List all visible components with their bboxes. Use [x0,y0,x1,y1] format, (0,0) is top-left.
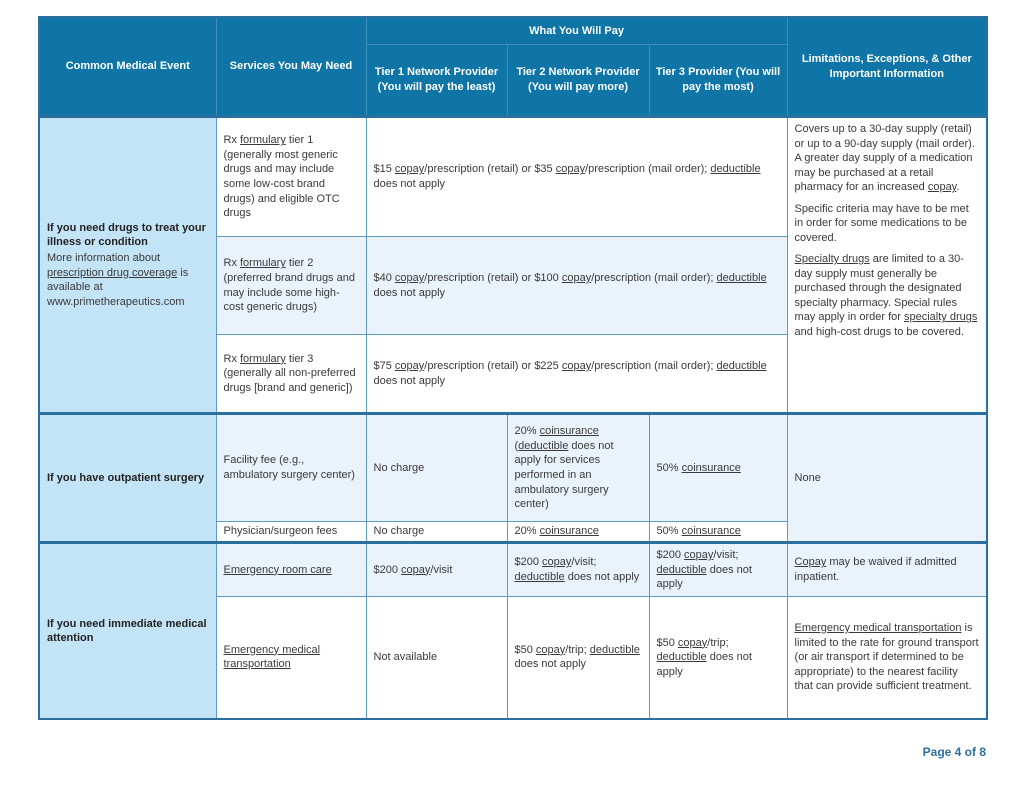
text-segment: does not apply [373,374,446,387]
glossary-term-link[interactable]: copay [684,549,714,561]
text-segment: is limited to the rate for ground transport (or air transport if determined to be appropriate) to the nearest facility that can provide sufficient treatment. [794,622,979,693]
header-what-you-will-pay: What You Will Pay [366,17,787,45]
glossary-term-link[interactable]: specialty drugs [903,311,978,324]
text-segment: . [956,181,960,194]
glossary-term-link[interactable]: copay [535,643,566,656]
text-segment: $200 [514,556,543,569]
text-segment: are limited to a 30-day supply must generally be purchased through the designated specialty pharmacy. Special rules may apply in order for [794,253,964,324]
text-segment: Facility fee (e.g., ambulatory surgery center) [223,454,355,481]
text-segment: /trip; [565,643,590,656]
glossary-term-link[interactable]: deductible [710,163,761,176]
event-cell-drugs [39,117,216,414]
glossary-term-link[interactable]: deductible [656,563,707,576]
text-segment: More information about [47,251,161,264]
header-tier2-provider: Tier 2 Network Provider (You will pay more) [507,45,649,117]
text-segment: does not apply for services performed in an ambulatory surgery center) [514,439,614,511]
text-segment: tier 2 (preferred brand drugs and may include some high-cost generic drugs) [223,257,355,314]
text-segment: Not available [373,651,438,664]
pay-cell-facility-fee-tier3 [649,414,787,522]
glossary-term-link[interactable]: copay [677,636,708,649]
glossary-term-link[interactable]: Specialty drugs [794,253,870,266]
text-segment: Rx [223,257,240,270]
glossary-term-link[interactable]: deductible [514,570,565,583]
text-segment: Rx [223,134,240,147]
limitations-cell-emergency-room-care [787,543,987,597]
text-segment: $15 [373,163,395,176]
header-tier3-provider: Tier 3 Provider (You will pay the most) [649,45,787,117]
header-services-you-may-need: Services You May Need [216,17,366,117]
pay-cell-er-tier3 [649,543,787,597]
glossary-term-link[interactable]: Emergency medical transportation [223,643,321,671]
limitation-paragraph [795,471,980,486]
text-segment: 20% [514,525,540,538]
event-note-drugs [47,251,209,309]
text-segment: and high-cost drugs to be covered. [794,325,964,338]
service-cell-emergency-room-care [216,543,366,597]
text-segment: Rx [223,352,240,365]
text-segment: $200 [656,549,685,561]
text-segment: does not apply [656,563,752,591]
glossary-term-link[interactable]: copay [555,163,586,176]
event-title-immediate-medical-attention: If you need immediate medical attention [47,617,207,645]
pay-cell-physician-fees-tier3 [649,522,787,543]
glossary-term-link[interactable]: copay [394,271,425,284]
pay-cell-er-tier2 [507,543,649,597]
pay-cell-facility-fee-tier1 [366,414,507,522]
text-segment: No charge [373,461,425,474]
pay-cell-rx-tier3 [366,335,787,414]
section-immediate-medical-attention [39,543,987,720]
text-segment: does not apply [373,286,446,299]
glossary-term-link[interactable]: copay [561,359,592,372]
text-segment: tier 1 (generally most generic drugs and may include some low-cost brand drugs) and eligible OTC drugs [223,134,340,220]
text-segment: 50% [656,525,682,538]
text-segment: /prescription (retail) or $100 [424,271,562,284]
glossary-term-link[interactable]: formulary [240,352,286,365]
section-outpatient-surgery [39,414,987,543]
event-cell-outpatient-surgery [39,414,216,543]
text-segment: /prescription (mail order); [591,359,717,372]
glossary-term-link[interactable]: Emergency room care [223,563,332,576]
glossary-term-link[interactable]: deductible [589,643,640,656]
glossary-term-link[interactable]: copay [927,181,957,194]
text-segment: $40 [373,271,395,284]
service-cell-facility-fee [216,414,366,522]
text-segment: tier 3 (generally all non-preferred drugs [brand and generic]) [223,352,356,394]
service-cell-physician-fees [216,522,366,543]
text-segment: /prescription (retail) or $225 [424,359,562,372]
glossary-term-link[interactable]: deductible [716,359,767,372]
text-segment: /prescription (retail) or $35 [424,163,556,176]
text-segment: does not apply [373,178,446,190]
text-segment: 50% [656,461,682,474]
glossary-term-link[interactable]: copay [561,271,592,284]
text-segment: 20% [514,425,540,438]
glossary-term-link[interactable]: Emergency medical transportation [794,622,962,634]
glossary-term-link[interactable]: prescription drug coverage [47,266,178,279]
glossary-term-link[interactable]: formulary [240,257,286,270]
text-segment: Physician/surgeon fees [223,525,338,538]
limitation-paragraph [795,252,980,339]
event-cell-immediate-medical-attention [39,543,216,720]
limitations-cell-drugs [787,117,987,414]
text-segment: $75 [373,359,395,372]
glossary-term-link[interactable]: copay [542,556,572,569]
glossary-term-link[interactable]: coinsurance [681,461,741,474]
limitation-paragraph [795,202,980,246]
text-segment: does not apply [656,651,752,678]
text-segment: Covers up to a 30-day supply (retail) or up to a 90-day supply (mail order). A greater day supply of a medication may be purchased at a retail pharmacy for an increased [794,123,975,194]
pay-cell-rx-tier2 [366,237,787,335]
header-limitations-exceptions: Limitations, Exceptions, & Other Important Information [787,17,987,117]
text-segment: /visit; [713,549,739,561]
pay-cell-physician-fees-tier2 [507,522,649,543]
limitation-paragraph [795,122,980,195]
service-cell-rx-tier2 [216,237,366,335]
text-segment: is available at www.primetherapeutics.com [47,266,189,308]
glossary-term-link[interactable]: coinsurance [539,525,599,538]
text-segment: $50 [656,636,678,649]
event-title-drugs: If you need drugs to treat your illness or condition [47,221,206,249]
header-common-medical-event: Common Medical Event [39,17,216,117]
text-segment: /prescription (mail order); [585,163,711,176]
glossary-term-link[interactable]: deductible [656,651,707,664]
header-tier1-provider: Tier 1 Network Provider (You will pay the least) [366,45,507,117]
text-segment: $50 [514,643,536,656]
page-number: Page 4 of 8 [922,745,986,759]
text-segment: /trip; [707,636,729,649]
text-segment: None [794,471,821,484]
table-header [39,17,987,117]
glossary-term-link[interactable]: deductible [716,271,767,284]
text-segment: $200 [373,563,402,576]
benefits-table [38,16,988,720]
pay-cell-physician-fees-tier1 [366,522,507,543]
text-segment: /visit; [571,556,597,569]
pay-cell-facility-fee-tier2 [507,414,649,522]
service-cell-emergency-medical-transportation [216,596,366,719]
text-segment: may be waived if admitted inpatient. [794,556,957,583]
pay-cell-emt-tier2 [507,596,649,719]
glossary-term-link[interactable]: deductible [518,439,569,452]
text-segment: /visit [430,563,453,576]
text-segment: ( [514,439,519,452]
glossary-term-link[interactable]: copay [394,359,425,372]
limitations-cell-outpatient-surgery [787,414,987,543]
text-segment: /prescription (mail order); [591,271,717,284]
service-cell-rx-tier3 [216,335,366,414]
glossary-term-link[interactable]: formulary [240,134,286,147]
limitations-cell-emergency-medical-transportation [787,596,987,719]
pay-cell-er-tier1 [366,543,507,597]
pay-cell-emt-tier1 [366,596,507,719]
glossary-term-link[interactable]: coinsurance [681,525,741,538]
glossary-term-link[interactable]: coinsurance [539,425,599,438]
text-segment: No charge [373,525,425,538]
glossary-term-link[interactable]: copay [394,163,425,176]
section-drugs [39,117,987,414]
pay-cell-rx-tier1 [366,117,787,237]
glossary-term-link[interactable]: Copay [794,556,827,569]
text-segment: Specific criteria may have to be met in order for some medications to be covered. [794,202,969,244]
event-title-outpatient-surgery: If you have outpatient surgery [47,471,205,484]
text-segment: does not apply [564,570,640,583]
text-segment: does not apply [514,658,587,671]
pay-cell-emt-tier3 [649,596,787,719]
glossary-term-link[interactable]: copay [401,563,431,576]
service-cell-rx-tier1 [216,117,366,237]
